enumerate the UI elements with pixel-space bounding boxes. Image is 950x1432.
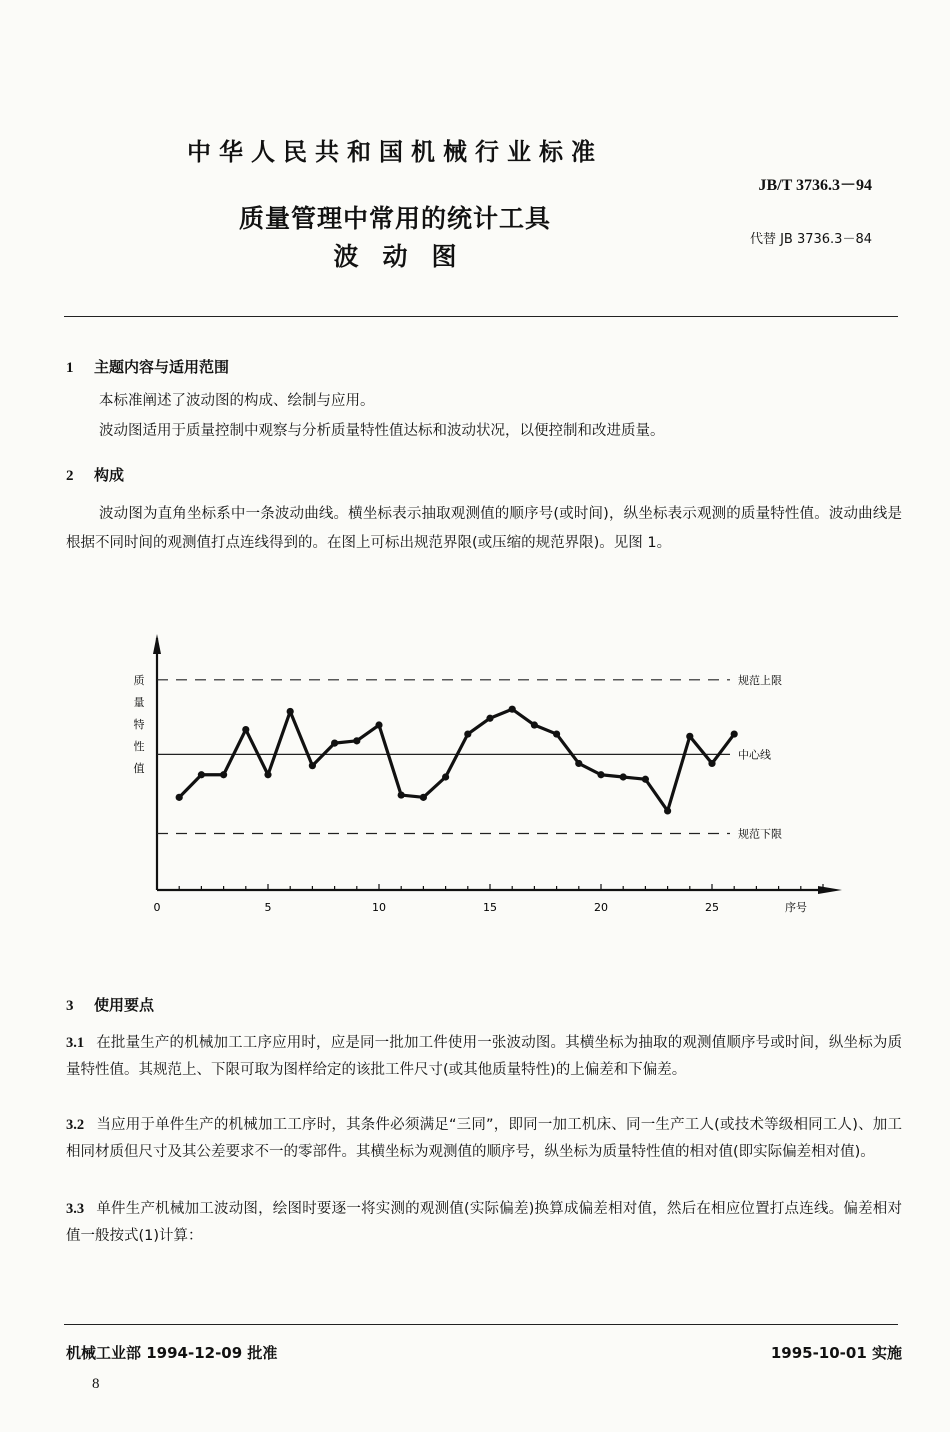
y-axis-label-char: 特: [133, 718, 145, 731]
clause-3-2-number: 3.2: [66, 1117, 85, 1133]
section-2-heading-text: 构成: [94, 466, 125, 484]
data-point: [486, 715, 493, 722]
clause-3-2: [66, 1112, 902, 1166]
clause-3-3-text: 单件生产机械加工波动图，绘图时要逐一将实测的观测值(实际偏差)换算成偏差相对值，然后在相应位置打点连线。偏差相对值一般按式(1)计算：: [66, 1201, 902, 1244]
section-1-paragraph-2: 波动图适用于质量控制中观察与分析质量特性值达标和波动状况，以便控制和改进质量。: [99, 423, 665, 439]
data-point: [420, 794, 427, 801]
reference-label-upper_spec: 规范上限: [738, 673, 782, 687]
data-point: [575, 760, 582, 767]
data-point: [309, 762, 316, 769]
x-axis-label: 序号: [785, 901, 807, 914]
x-tick-label: 15: [483, 901, 497, 914]
page-number: 8: [92, 1376, 100, 1392]
chart-root: [134, 634, 843, 914]
section-3-heading-text: 使用要点: [94, 996, 155, 1014]
data-point: [464, 730, 471, 737]
standard-number: JB/T 3736.3－94: [758, 177, 872, 194]
data-point: [686, 733, 693, 740]
document-title-line1: 质量管理中常用的统计工具: [238, 204, 551, 233]
x-tick-label: 20: [594, 901, 608, 914]
reference-label-center: 中心线: [738, 748, 771, 762]
data-point: [731, 730, 738, 737]
data-point: [509, 706, 516, 713]
data-point: [176, 794, 183, 801]
data-point: [442, 773, 449, 780]
reference-label-lower_spec: 规范下限: [738, 827, 782, 841]
data-point: [242, 726, 249, 733]
data-point: [708, 760, 715, 767]
y-axis-label-char: 性: [133, 740, 145, 753]
data-point: [664, 807, 671, 814]
data-point: [531, 721, 538, 728]
section-1-heading-text: 主题内容与适用范围: [94, 358, 230, 376]
section-1-number: 1: [66, 360, 74, 376]
y-axis-arrow: [153, 634, 161, 654]
implementation-date: 1995-10-01 实施: [770, 1344, 902, 1362]
y-axis-label-char: 质: [133, 674, 145, 687]
clause-3-1-text: 在批量生产的机械加工工序应用时，应是同一批加工件使用一张波动图。其横坐标为抽取的观测值顺序号或时间，纵坐标为质量特性值。其规范上、下限可取为图样给定的该批工件尺寸(或其他质量特性)的上偏差和下偏差。: [66, 1035, 902, 1078]
wave-chart: [0, 620, 950, 920]
series-line: [179, 709, 734, 811]
section-2-number: 2: [66, 468, 74, 484]
data-point: [398, 791, 405, 798]
clause-3-1: [66, 1030, 902, 1084]
data-point: [597, 771, 604, 778]
header-rule: [64, 316, 898, 317]
data-point: [287, 708, 294, 715]
data-point: [553, 730, 560, 737]
data-point: [264, 771, 271, 778]
clause-3-3-number: 3.3: [66, 1201, 85, 1217]
data-point: [331, 740, 338, 747]
y-axis-label-char: 量: [133, 696, 145, 709]
data-point: [198, 771, 205, 778]
data-point: [353, 737, 360, 744]
x-tick-label: 5: [264, 901, 272, 914]
approval-note: 机械工业部 1994-12-09 批准: [66, 1344, 278, 1362]
data-point: [642, 776, 649, 783]
y-axis-label-char: 值: [133, 762, 145, 775]
document-title: [0, 200, 790, 276]
section-3-heading: [66, 994, 154, 1015]
data-point: [220, 771, 227, 778]
data-point: [620, 773, 627, 780]
document-title-line2: 波动图: [333, 242, 481, 271]
x-tick-label: 10: [372, 901, 386, 914]
clause-3-1-number: 3.1: [66, 1035, 85, 1051]
clause-3-2-text: 当应用于单件生产的机械加工工序时，其条件必须满足“三同”，即同一加工机床、同一生产工人(或技术等级相同工人)、加工相同材质但尺寸及其公差要求不一的零部件。其横坐标为观测值的顺序号，纵坐标为质量特性值的相对值(即实际偏差相对值)。: [66, 1117, 902, 1160]
x-tick-label: 0: [153, 901, 161, 914]
section-2-heading: [66, 464, 124, 485]
data-point: [375, 721, 382, 728]
section-1-heading: [66, 356, 229, 377]
x-axis-arrow: [818, 886, 842, 894]
section-3-number: 3: [66, 998, 74, 1014]
replaces-standard: 代替 JB 3736.3－84: [749, 232, 872, 247]
industry-standard-title: 中华人民共和国机械行业标准: [187, 138, 603, 166]
clause-3-3: [66, 1196, 902, 1250]
section-1-paragraph-1: 本标准阐述了波动图的构成、绘制与应用。: [99, 393, 375, 409]
x-tick-label: 25: [705, 901, 719, 914]
footer-rule: [64, 1324, 898, 1325]
section-2-paragraph: 波动图为直角坐标系中一条波动曲线。横坐标表示抽取观测值的顺序号(或时间)，纵坐标表示观测的质量特性值。波动曲线是根据不同时间的观测值打点连线得到的。在图上可标出规范界限(或压缩的规范界限)。见图 1。: [66, 506, 902, 551]
